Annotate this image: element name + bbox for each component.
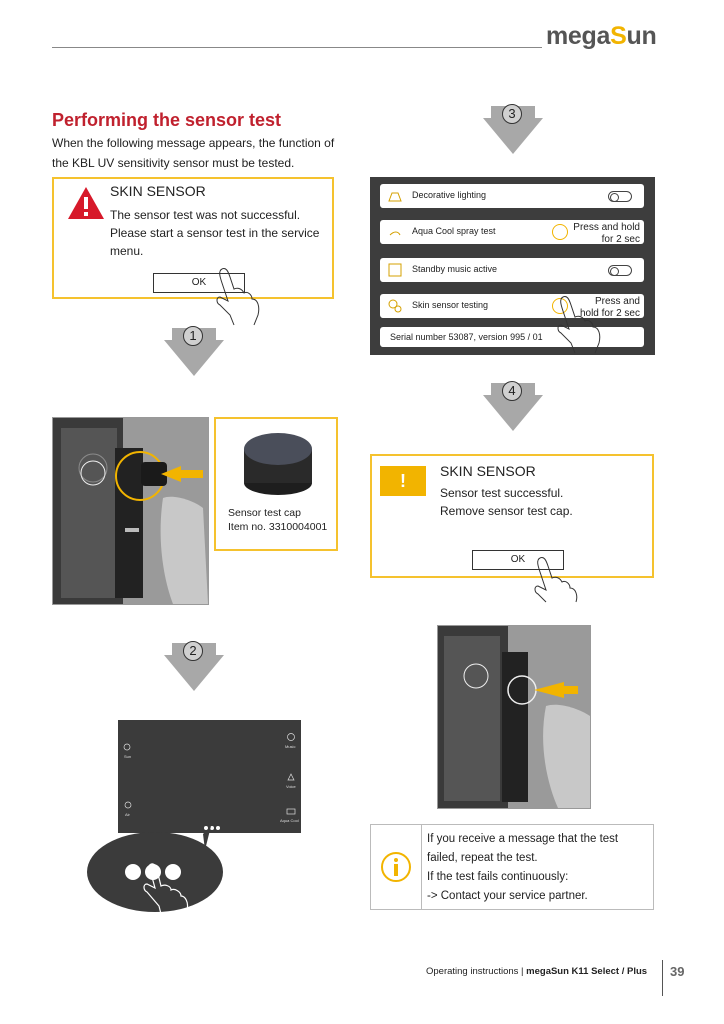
header-rule bbox=[52, 47, 542, 48]
info-divider bbox=[421, 825, 422, 909]
sensor-cap-image bbox=[240, 427, 316, 499]
air-label: Air bbox=[125, 812, 130, 817]
cap-label-line2: Item no. 3310004001 bbox=[228, 521, 328, 533]
cap-label-line1: Sensor test cap bbox=[228, 507, 301, 519]
ok-button-success[interactable]: OK bbox=[472, 550, 564, 570]
gears-icon bbox=[386, 297, 404, 315]
photo-remove-cap bbox=[437, 625, 591, 809]
menu-row-aqua-cool[interactable]: Aqua Cool spray test Press and hold for 2 sec bbox=[380, 220, 644, 244]
photo-insert-cap bbox=[52, 417, 209, 605]
aqua-cool-icon bbox=[286, 806, 296, 816]
aqua-cool-press-icon[interactable] bbox=[552, 224, 568, 240]
speaker-icon bbox=[386, 261, 404, 279]
magnified-dots-bubble bbox=[85, 826, 225, 926]
decorative-lighting-toggle[interactable] bbox=[608, 191, 632, 202]
message-ok-line1: Sensor test successful. bbox=[440, 486, 564, 500]
sensor-cap-box bbox=[214, 417, 338, 551]
sun-label: Sun bbox=[124, 754, 132, 759]
info-icon bbox=[380, 851, 412, 883]
footer-text: Operating instructions | megaSun K11 Select / Plus bbox=[426, 966, 648, 977]
info-note-box bbox=[370, 824, 654, 910]
step-4-arrow: 4 bbox=[483, 395, 543, 431]
message-fail-line2: Please start a sensor test in the service bbox=[110, 226, 320, 240]
footer-divider bbox=[662, 960, 663, 996]
ok-button-fail[interactable]: OK bbox=[153, 273, 245, 293]
message-ok-box bbox=[370, 454, 654, 578]
step-1-arrow: 1 bbox=[164, 340, 224, 376]
service-menu-panel bbox=[370, 177, 655, 355]
hand-pointer-icon bbox=[555, 295, 605, 355]
warning-icon bbox=[66, 185, 106, 221]
section-title: Performing the sensor test bbox=[52, 110, 282, 130]
control-tablet-screen bbox=[118, 720, 301, 833]
serial-number-row: Serial number 53087, version 995 / 01 bbox=[380, 327, 644, 347]
sun-icon bbox=[122, 742, 132, 752]
page-number: 39 bbox=[670, 964, 685, 979]
music-label: Music bbox=[285, 744, 296, 749]
menu-row-skin-sensor[interactable]: Skin sensor testing Press and hold for 2 sec bbox=[380, 294, 644, 318]
message-ok-line2: Remove sensor test cap. bbox=[440, 504, 573, 518]
aqua-cool-label: Aqua Cool bbox=[280, 818, 299, 823]
exclamation-icon: ! bbox=[380, 466, 426, 496]
message-fail-line3: menu. bbox=[110, 244, 144, 258]
lamp-icon bbox=[386, 187, 404, 205]
step-2-arrow: 2 bbox=[164, 655, 224, 691]
message-fail-title: SKIN SENSOR bbox=[110, 183, 206, 199]
menu-row-decorative-lighting[interactable]: Decorative lighting bbox=[380, 184, 644, 208]
intro-text: When the following message appears, the function of the KBL UV sensitivity sensor must be tested. bbox=[52, 136, 335, 170]
spray-icon bbox=[386, 223, 404, 241]
music-icon bbox=[286, 732, 296, 742]
hand-pointer-icon bbox=[214, 267, 264, 327]
message-fail-box bbox=[52, 177, 334, 299]
hand-pointer-icon bbox=[532, 556, 582, 604]
voice-label: Voice bbox=[286, 784, 296, 789]
standby-music-toggle[interactable] bbox=[608, 265, 632, 276]
info-text: If you receive a message that the test failed, repeat the test. If the test fails continuously: -> Contact your service partner. bbox=[427, 833, 619, 902]
fan-icon bbox=[123, 800, 133, 810]
message-ok-title: SKIN SENSOR bbox=[440, 463, 536, 479]
step-3-arrow: 3 bbox=[483, 118, 543, 154]
menu-row-standby-music[interactable]: Standby music active bbox=[380, 258, 644, 282]
brand-logo: megaSun bbox=[546, 22, 657, 50]
message-fail-line1: The sensor test was not successful. bbox=[110, 208, 301, 222]
voice-icon bbox=[286, 772, 296, 782]
